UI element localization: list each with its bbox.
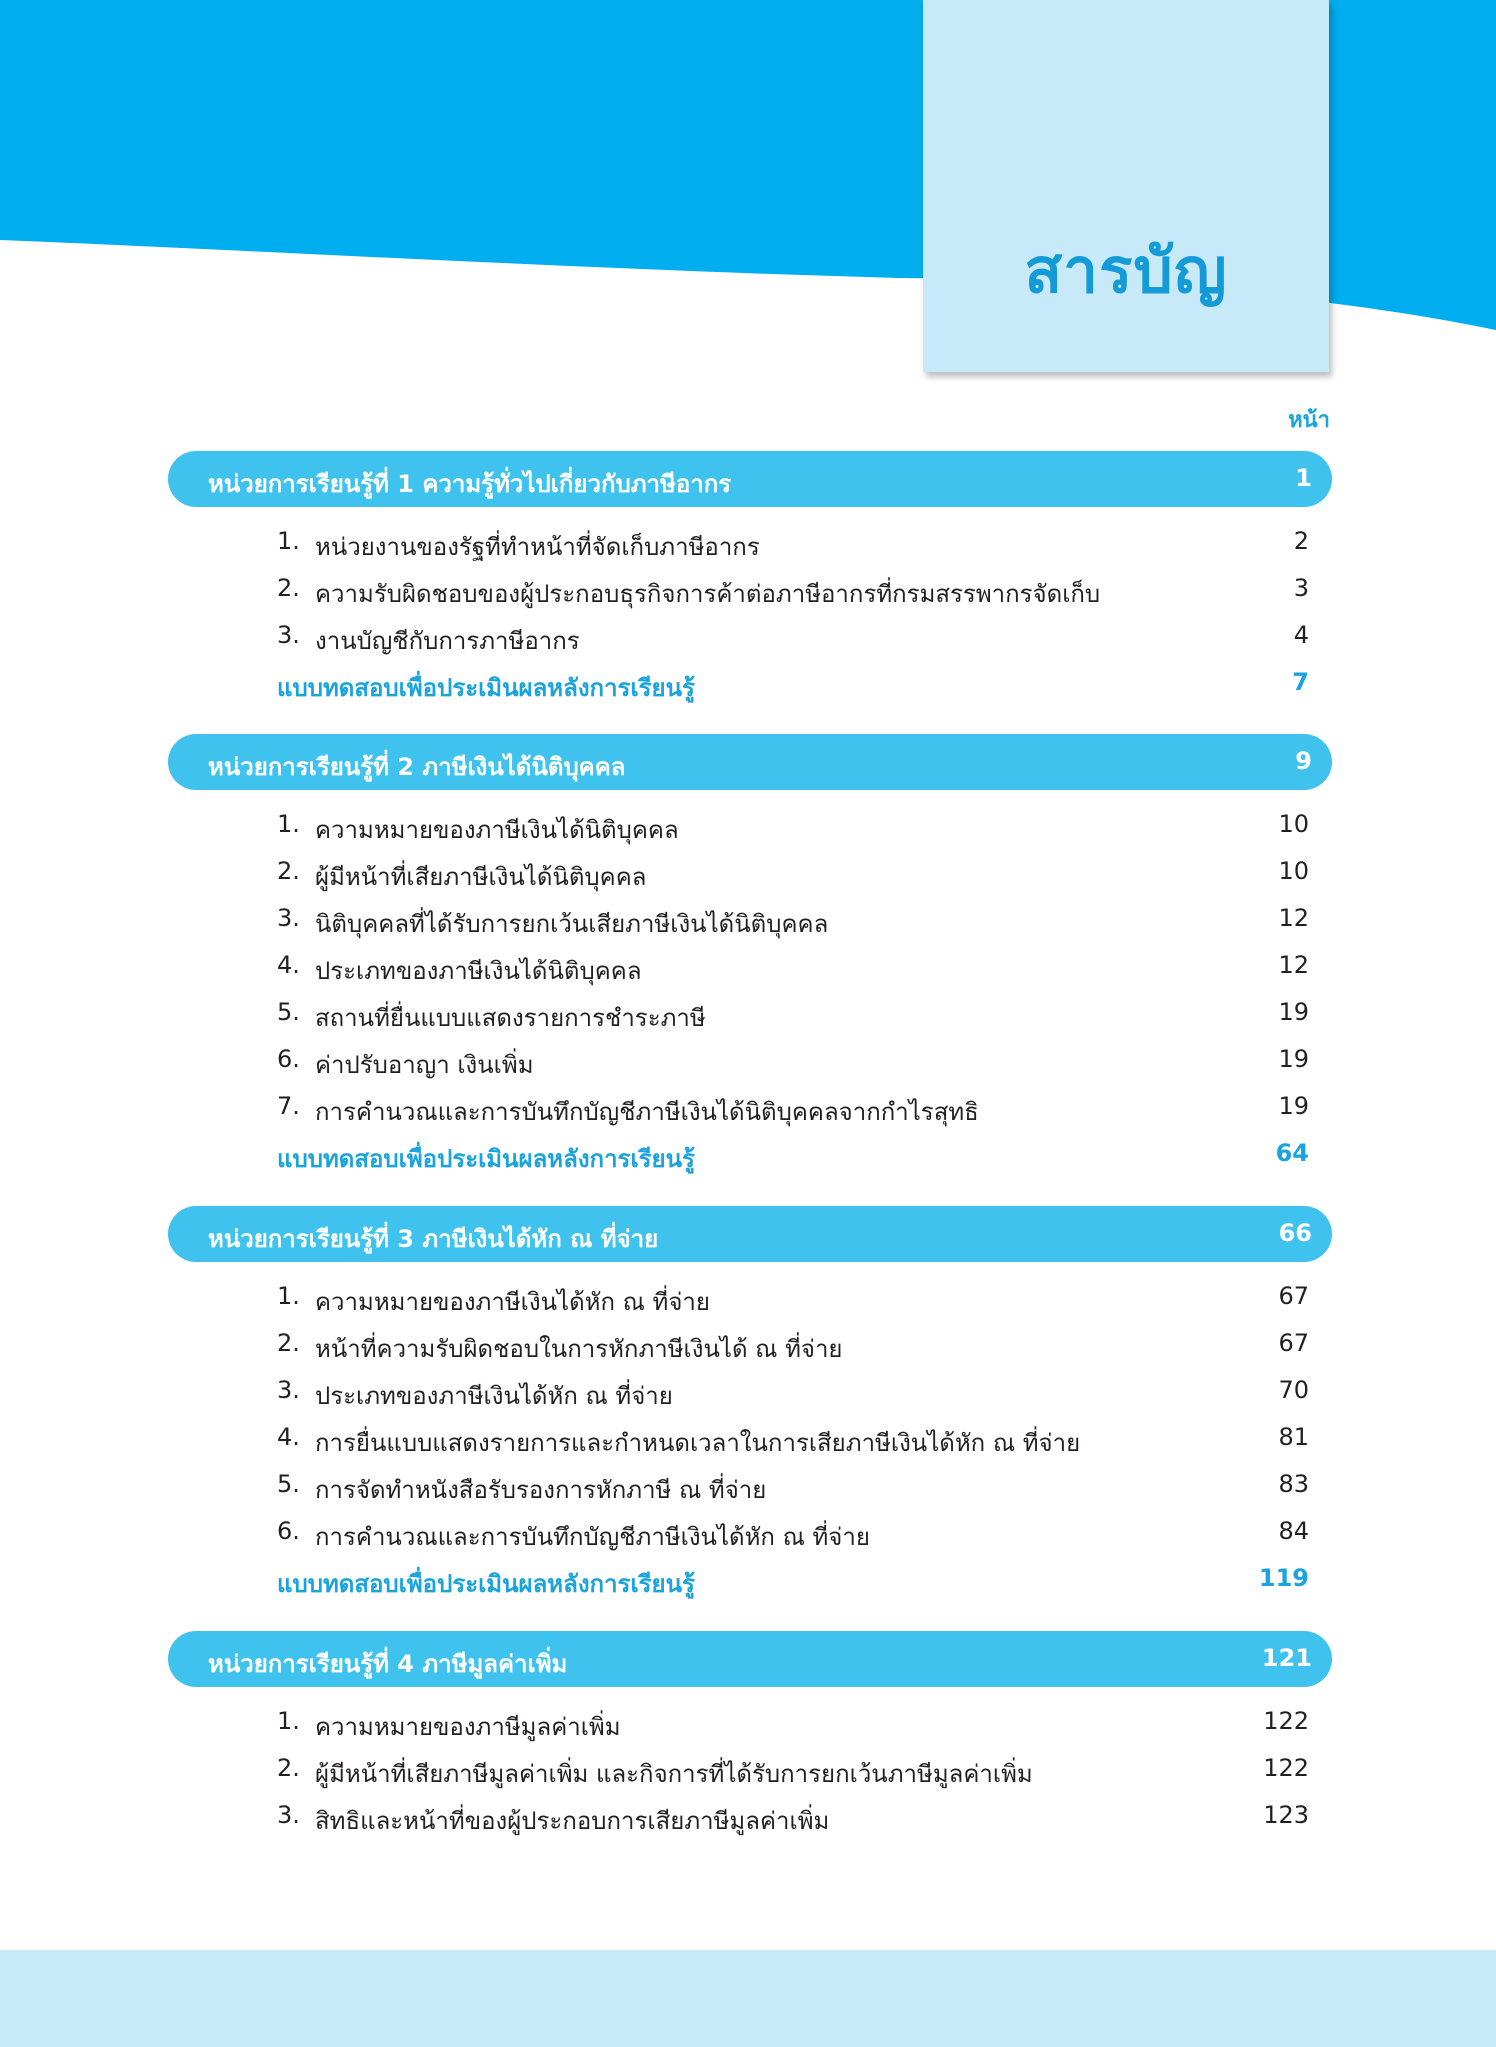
footer-band (0, 1950, 1496, 2047)
entry-title: ประเภทของภาษีเงินได้นิติบุคคล (315, 957, 642, 985)
entry-number: 2. (277, 1329, 300, 1357)
toc-entry[interactable] (277, 1326, 1309, 1362)
entry-page-number: 122 (1263, 1754, 1309, 1782)
entry-page-number: 10 (1278, 810, 1309, 838)
entry-page-number: 67 (1278, 1329, 1309, 1357)
entry-number: 3. (277, 904, 300, 932)
entry-number: 2. (277, 857, 300, 885)
unit-page-number: 9 (1295, 747, 1312, 775)
entry-number: 5. (277, 998, 300, 1026)
post-test-title: แบบทดสอบเพื่อประเมินผลหลังการเรียนรู้ (277, 1145, 695, 1173)
toc-entry[interactable] (277, 1089, 1309, 1125)
entry-title: สถานที่ยื่นแบบแสดงรายการชำระภาษี (315, 1004, 706, 1032)
unit-title: หน่วยการเรียนรู้ที่ 3 ภาษีเงินได้หัก ณ ที่จ่าย (208, 1225, 659, 1253)
post-test-page-number: 64 (1275, 1139, 1309, 1167)
unit-page-number: 1 (1295, 464, 1312, 492)
entry-number: 7. (277, 1092, 300, 1120)
toc-entry[interactable] (277, 1420, 1309, 1456)
entry-number: 1. (277, 1282, 300, 1310)
entry-number: 2. (277, 574, 300, 602)
entry-title: ความหมายของภาษีมูลค่าเพิ่ม (315, 1713, 621, 1741)
unit-header-bar[interactable] (168, 451, 1332, 507)
entry-page-number: 84 (1278, 1517, 1309, 1545)
unit-header-bar[interactable] (168, 1206, 1332, 1262)
post-test-page-number: 119 (1258, 1564, 1309, 1592)
entry-title: การยื่นแบบแสดงรายการและกำหนดเวลาในการเสียภาษีเงินได้หัก ณ ที่จ่าย (315, 1429, 1081, 1457)
toc-entry[interactable] (277, 948, 1309, 984)
toc-entry[interactable] (277, 995, 1309, 1031)
unit-page-number: 121 (1261, 1644, 1312, 1672)
toc-entry[interactable] (277, 1373, 1309, 1409)
entry-title: ผู้มีหน้าที่เสียภาษีมูลค่าเพิ่ม และกิจการที่ได้รับการยกเว้นภาษีมูลค่าเพิ่ม (315, 1760, 1033, 1788)
entry-number: 1. (277, 1707, 300, 1735)
entry-title: นิติบุคคลที่ได้รับการยกเว้นเสียภาษีเงินได้นิติบุคคล (315, 910, 829, 938)
toc-entry[interactable] (277, 854, 1309, 890)
entry-page-number: 19 (1278, 1045, 1309, 1073)
post-test-title: แบบทดสอบเพื่อประเมินผลหลังการเรียนรู้ (277, 674, 695, 702)
post-test-entry[interactable] (277, 1136, 1309, 1172)
entry-title: หน่วยงานของรัฐที่ทำหน้าที่จัดเก็บภาษีอากร (315, 533, 760, 561)
unit-title: หน่วยการเรียนรู้ที่ 4 ภาษีมูลค่าเพิ่ม (208, 1650, 568, 1678)
page-title: สารบัญ (1024, 234, 1228, 307)
entry-page-number: 123 (1263, 1801, 1309, 1829)
entry-page-number: 10 (1278, 857, 1309, 885)
entry-page-number: 122 (1263, 1707, 1309, 1735)
unit-header-bar[interactable] (168, 734, 1332, 790)
entry-number: 3. (277, 621, 300, 649)
entry-title: การจัดทำหนังสือรับรองการหักภาษี ณ ที่จ่าย (315, 1476, 767, 1504)
title-tab (923, 0, 1329, 372)
entry-page-number: 12 (1278, 904, 1309, 932)
entry-title: งานบัญชีกับการภาษีอากร (315, 627, 580, 655)
toc-entry[interactable] (277, 901, 1309, 937)
entry-page-number: 83 (1278, 1470, 1309, 1498)
entry-number: 5. (277, 1470, 300, 1498)
toc-entry[interactable] (277, 1514, 1309, 1550)
post-test-entry[interactable] (277, 665, 1309, 701)
entry-page-number: 3 (1293, 574, 1309, 602)
entry-page-number: 67 (1278, 1282, 1309, 1310)
unit-page-number: 66 (1278, 1219, 1312, 1247)
entry-number: 6. (277, 1517, 300, 1545)
unit-header-bar[interactable] (168, 1631, 1332, 1687)
entry-title: หน้าที่ความรับผิดชอบในการหักภาษีเงินได้ ณ ที่จ่าย (315, 1335, 843, 1363)
unit-title: หน่วยการเรียนรู้ที่ 1 ความรู้ทั่วไปเกี่ยวกับภาษีอากร (208, 470, 732, 498)
entry-page-number: 19 (1278, 1092, 1309, 1120)
entry-page-number: 19 (1278, 998, 1309, 1026)
toc-entry[interactable] (277, 807, 1309, 843)
entry-title: การคำนวณและการบันทึกบัญชีภาษีเงินได้นิติบุคคลจากกำไรสุทธิ (315, 1098, 979, 1126)
entry-page-number: 2 (1293, 527, 1309, 555)
toc-entry[interactable] (277, 618, 1309, 654)
entry-title: ค่าปรับอาญา เงินเพิ่ม (315, 1051, 534, 1079)
entry-page-number: 4 (1293, 621, 1309, 649)
entry-title: ผู้มีหน้าที่เสียภาษีเงินได้นิติบุคคล (315, 863, 647, 891)
toc-entry[interactable] (277, 571, 1309, 607)
entry-title: ประเภทของภาษีเงินได้หัก ณ ที่จ่าย (315, 1382, 673, 1410)
toc-entry[interactable] (277, 524, 1309, 560)
entry-number: 6. (277, 1045, 300, 1073)
entry-number: 4. (277, 951, 300, 979)
entry-page-number: 81 (1278, 1423, 1309, 1451)
post-test-title: แบบทดสอบเพื่อประเมินผลหลังการเรียนรู้ (277, 1570, 695, 1598)
toc-entry[interactable] (277, 1798, 1309, 1834)
entry-page-number: 70 (1278, 1376, 1309, 1404)
toc-entry[interactable] (277, 1279, 1309, 1315)
entry-title: ความหมายของภาษีเงินได้นิติบุคคล (315, 816, 679, 844)
entry-number: 1. (277, 527, 300, 555)
entry-title: การคำนวณและการบันทึกบัญชีภาษีเงินได้หัก ณ ที่จ่าย (315, 1523, 870, 1551)
post-test-page-number: 7 (1292, 668, 1309, 696)
entry-number: 3. (277, 1376, 300, 1404)
entry-title: ความหมายของภาษีเงินได้หัก ณ ที่จ่าย (315, 1288, 710, 1316)
page-column-label: หน้า (1288, 408, 1330, 433)
entry-number: 1. (277, 810, 300, 838)
toc-entry[interactable] (277, 1467, 1309, 1503)
entry-title: ความรับผิดชอบของผู้ประกอบธุรกิจการค้าต่อภาษีอากรที่กรมสรรพากรจัดเก็บ (315, 580, 1101, 608)
post-test-entry[interactable] (277, 1561, 1309, 1597)
entry-number: 3. (277, 1801, 300, 1829)
entry-title: สิทธิและหน้าที่ของผู้ประกอบการเสียภาษีมูลค่าเพิ่ม (315, 1807, 830, 1835)
entry-number: 4. (277, 1423, 300, 1451)
toc-entry[interactable] (277, 1751, 1309, 1787)
entry-number: 2. (277, 1754, 300, 1782)
toc-entry[interactable] (277, 1042, 1309, 1078)
entry-page-number: 12 (1278, 951, 1309, 979)
toc-entry[interactable] (277, 1704, 1309, 1740)
unit-title: หน่วยการเรียนรู้ที่ 2 ภาษีเงินได้นิติบุคคล (208, 753, 626, 781)
